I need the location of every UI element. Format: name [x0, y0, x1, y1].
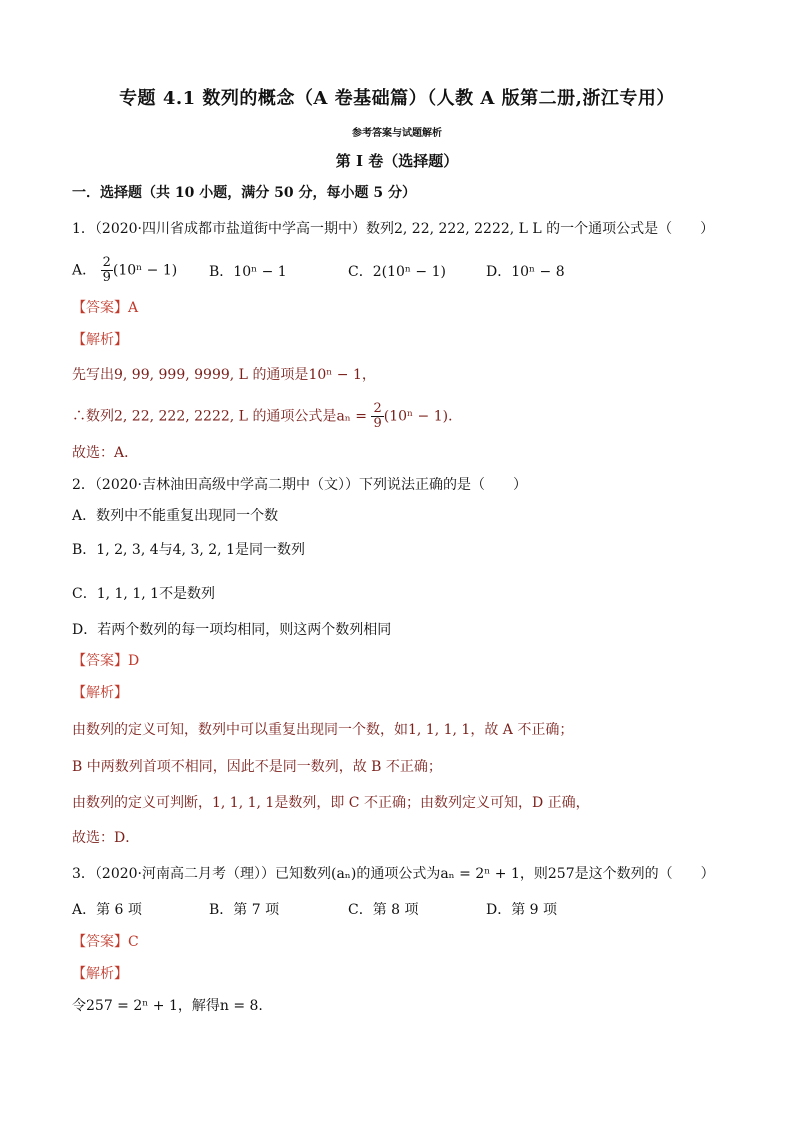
page-subtitle: 参考答案与试题解析	[352, 128, 442, 139]
part-heading: 一．选择题（共 10 小题，满分 50 分，每小题 5 分）	[72, 185, 416, 201]
q1-stem-suffix: 的一个通项公式是（ ）	[546, 221, 715, 237]
q2-expl1-seq: 1, 1, 1, 1	[408, 722, 471, 738]
q1-option-a-denominator: 9	[102, 270, 111, 285]
q1-stem	[72, 220, 714, 238]
q1-explanation-line2	[72, 402, 462, 431]
q1-expl2-sequence: 2, 22, 222, 2222, L	[114, 408, 248, 425]
q2-expl1-text-a: 由数列的定义可知，数列中可以重复出现同一个数，如	[72, 722, 408, 738]
q1-expl2-expression: (10ⁿ − 1)．	[383, 408, 463, 425]
q2-explanation-line2: B 中两数列首项不相同，因此不是同一数列，故 B 不正确；	[72, 759, 442, 775]
q1-expl2-lhs: aₙ =	[336, 408, 372, 425]
q1-sequence: 2, 22, 222, 2222, L L	[394, 221, 542, 237]
q3-answer: 【答案】C	[72, 934, 139, 950]
q1-option-a-expression: (10ⁿ − 1)	[112, 262, 178, 279]
q1-option-a-label: A．	[72, 262, 97, 279]
q1-expl2-numerator: 2	[373, 401, 382, 416]
q1-choice: 故选：A．	[72, 445, 139, 461]
q1-stem-prefix: 1．（2020·四川省成都市盐道街中学高一期中）数列	[72, 221, 394, 237]
q3-option-c: C．第 8 项	[348, 902, 419, 918]
q2-option-b	[72, 541, 305, 559]
q2-expl3-text-b: 是数列，即 C 不正确；由数列定义可知，D 正确，	[274, 795, 590, 811]
q2-analysis-label: 【解析】	[72, 685, 128, 701]
q2-explanation-line1	[72, 721, 573, 739]
q3-solution-text-b: ，解得	[177, 998, 220, 1014]
q3-option-d: D．第 9 项	[486, 902, 558, 918]
q3-stem	[72, 865, 715, 883]
section-heading: 第 I 卷（选择题）	[335, 152, 459, 170]
q1-option-c: C．2(10ⁿ − 1)	[348, 264, 446, 280]
q3-stem-text-b: 的通项公式为	[356, 866, 441, 882]
q2-option-d: D．若两个数列的每一项均相同，则这两个数列相同	[72, 622, 392, 638]
q1-explanation-line1	[72, 366, 376, 384]
q1-expl1-text-b: 的通项是	[252, 367, 309, 383]
q3-solution	[72, 997, 263, 1015]
q2-option-c	[72, 585, 215, 603]
page-title: 专题 4.1 数列的概念（A 卷基础篇）（人教 A 版第二册,浙江专用）	[119, 88, 675, 109]
q2-expl3-seq: 1, 1, 1, 1	[212, 795, 275, 811]
q1-answer: 【答案】A	[72, 300, 139, 316]
q2-expl3-text-a: 由数列的定义可判断，	[72, 795, 212, 811]
q1-option-a-numerator: 2	[102, 255, 111, 270]
q3-option-b: B．第 7 项	[209, 902, 280, 918]
q3-solution-result: n = 8.	[219, 998, 263, 1014]
q2-option-b-tail: 是同一数列	[234, 542, 305, 558]
q2-option-c-label: C．	[72, 586, 97, 602]
q2-choice: 故选：D．	[72, 830, 140, 846]
q3-stem-text-d: 是这个数列的（ ）	[574, 866, 715, 882]
q2-answer: 【答案】D	[72, 653, 140, 669]
q2-option-c-tail: 不是数列	[159, 586, 216, 602]
q1-option-a	[72, 256, 177, 285]
q1-expl2-denominator: 9	[373, 416, 382, 431]
q2-option-b-mid: 与	[158, 542, 173, 558]
q2-option-b-label: B．	[72, 542, 97, 558]
q1-expl2-text-b: 的通项公式是	[252, 408, 337, 425]
q2-option-c-seq: 1, 1, 1, 1	[96, 586, 160, 602]
q1-option-d: D．10ⁿ − 8	[486, 264, 565, 280]
q3-solution-equation: 257 = 2ⁿ + 1	[86, 998, 178, 1014]
q1-expl1-text-a: 先写出	[72, 367, 114, 383]
q2-option-b-seq2: 4, 3, 2, 1	[172, 542, 235, 558]
q3-stem-seq: (aₙ)	[331, 866, 357, 882]
q3-analysis-label: 【解析】	[72, 966, 128, 982]
q3-stem-formula: aₙ = 2ⁿ + 1	[440, 866, 520, 882]
q1-option-a-fraction	[101, 256, 113, 285]
q2-stem: 2．（2020·吉林油田高级中学高二期中（文））下列说法正确的是（ ）	[72, 477, 527, 493]
q1-analysis-label: 【解析】	[72, 332, 128, 348]
q3-solution-text-a: 令	[72, 998, 86, 1014]
q2-option-b-seq1: 1, 2, 3, 4	[96, 542, 159, 558]
q3-option-a: A．第 6 项	[72, 902, 142, 918]
q2-option-a: A．数列中不能重复出现同一个数	[72, 508, 279, 524]
q2-expl1-text-b: ，故 A 不正确；	[470, 722, 574, 738]
q2-explanation-line3	[72, 794, 590, 812]
q1-expl2-text-a: ∴数列	[72, 408, 114, 425]
q1-option-b: B．10ⁿ − 1	[209, 264, 287, 280]
q3-stem-text-a: 3．（2020·河南高二月考（理））已知数列	[72, 866, 331, 882]
q1-expl1-expression: 10ⁿ − 1，	[308, 367, 376, 383]
q1-expl2-fraction	[371, 402, 383, 431]
q3-stem-text-c: ，则	[519, 866, 548, 882]
q3-stem-number: 257	[547, 866, 575, 882]
q1-expl1-sequence: 9, 99, 999, 9999, L	[114, 367, 248, 383]
